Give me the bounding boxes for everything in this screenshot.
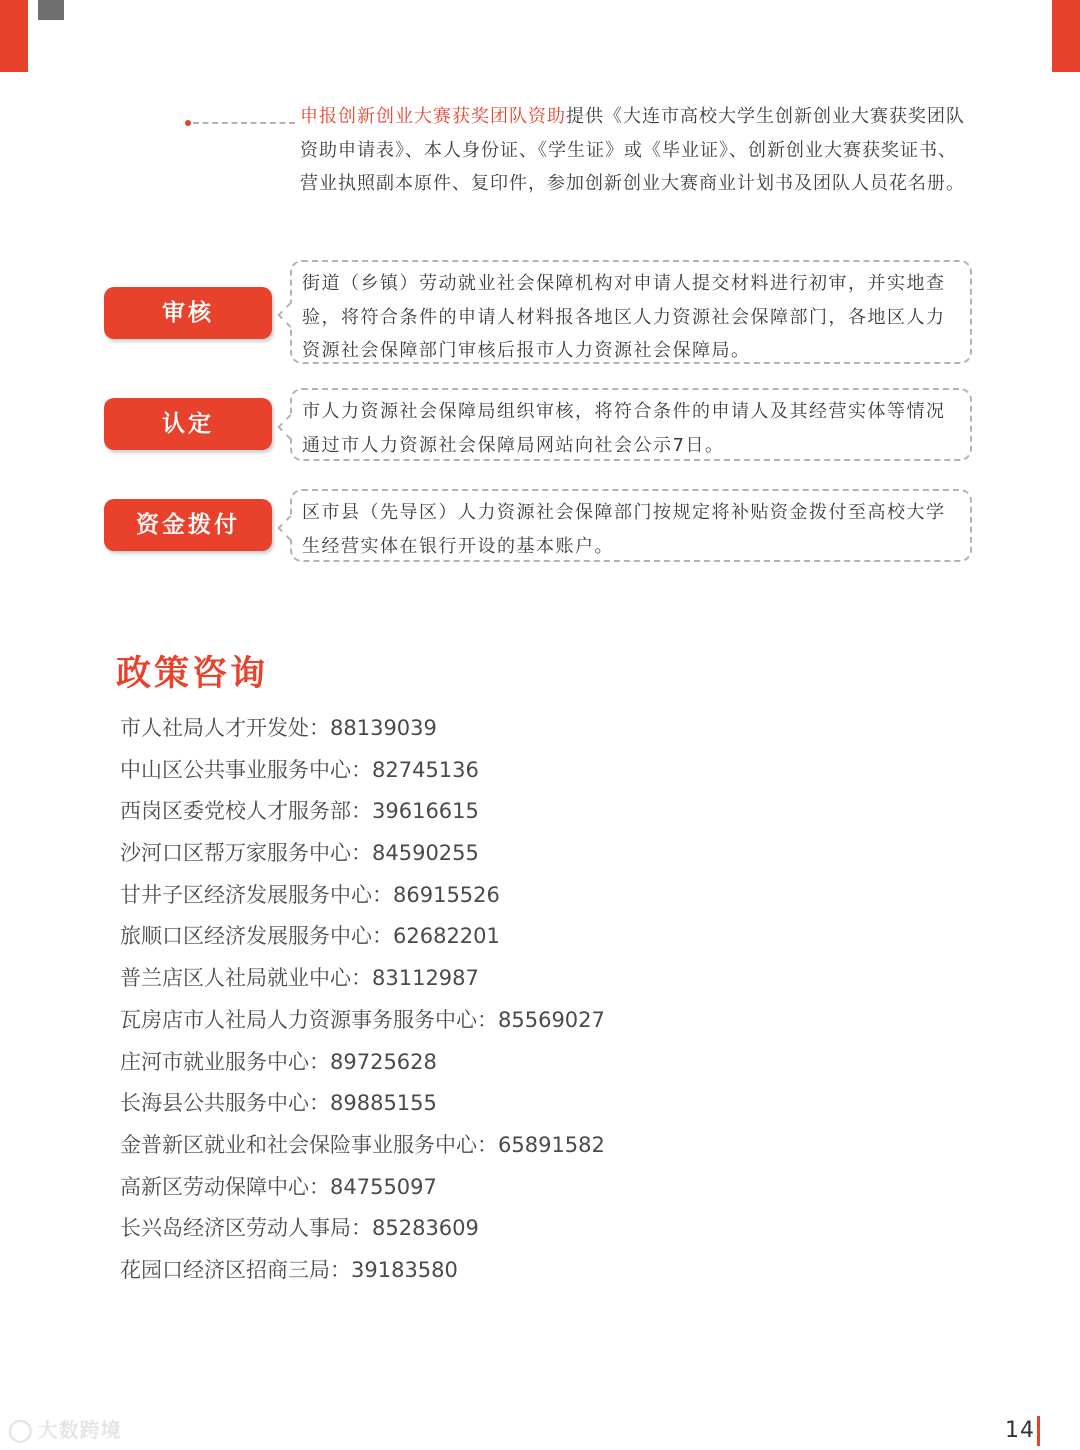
corner-decoration-square <box>38 0 64 20</box>
step-funding-label: 资金拨付 <box>104 499 272 551</box>
contact-item: 金普新区就业和社会保险事业服务中心：65891582 <box>120 1132 605 1157</box>
step-review-label: 审核 <box>104 287 272 339</box>
contact-item: 庄河市就业服务中心：89725628 <box>120 1049 437 1074</box>
step-confirm-description: 市人力资源社会保障局组织审核，将符合条件的申请人及其经营实体等情况通过市人力资源社会保障局网站向社会公示7日。 <box>290 388 972 461</box>
bullet-dot-icon <box>185 120 191 126</box>
contact-item: 西岗区委党校人才服务部：39616615 <box>120 799 479 824</box>
contact-item: 长海县公共服务中心：89885155 <box>120 1091 437 1116</box>
watermark-logo-icon: ◯ <box>8 1418 34 1443</box>
step-review-description: 街道（乡镇）劳动就业社会保障机构对申请人提交材料进行初审，并实地查验，将符合条件的申请人材料报各地区人力资源社会保障部门，各地区人力资源社会保障部门审核后报市人力资源社会保障局。 <box>290 260 972 364</box>
intro-highlight: 申报创新创业大赛获奖团队资助 <box>300 106 566 127</box>
page-number-bar <box>1037 1416 1040 1446</box>
contact-item: 瓦房店市人社局人力资源事务服务中心：85569027 <box>120 1007 605 1032</box>
step-funding <box>104 489 972 562</box>
watermark-text: 大数跨境 <box>37 1418 122 1442</box>
corner-decoration-right <box>1052 0 1080 72</box>
consult-title: 政策咨询 <box>116 654 269 694</box>
contact-item: 旅顺口区经济发展服务中心：62682201 <box>120 924 500 949</box>
intro-paragraph <box>300 100 972 201</box>
step-confirm-label: 认定 <box>104 398 272 450</box>
contact-item: 沙河口区帮万家服务中心：84590255 <box>120 841 479 866</box>
contact-item: 长兴岛经济区劳动人事局：85283609 <box>120 1216 479 1241</box>
intro-text: 提供《大连市高校大学生创新创业大赛获奖团队资助申请表》、本人身份证、《学生证》或《毕业证》、创新创业大赛获奖证书、营业执照副本原件、复印件，参加创新创业大赛商业计划书及团队人员花名册。 <box>300 106 965 194</box>
page-number: 14 <box>1005 1418 1035 1443</box>
contact-item: 普兰店区人社局就业中心：83112987 <box>120 966 479 991</box>
bullet-connector <box>193 122 295 124</box>
contact-list <box>120 708 605 1292</box>
step-funding-description: 区市县（先导区）人力资源社会保障部门按规定将补贴资金拨付至高校大学生经营实体在银行开设的基本账户。 <box>290 489 972 562</box>
contact-item: 中山区公共事业服务中心：82745136 <box>120 757 479 782</box>
contact-item: 高新区劳动保障中心：84755097 <box>120 1174 437 1199</box>
step-confirm <box>104 388 972 461</box>
contact-item: 甘井子区经济发展服务中心：86915526 <box>120 882 500 907</box>
corner-decoration-left <box>0 0 28 72</box>
contact-item: 花园口经济区招商三局：39183580 <box>120 1257 458 1282</box>
watermark <box>8 1414 122 1443</box>
step-review <box>104 260 972 364</box>
contact-item: 市人社局人才开发处：88139039 <box>120 716 437 740</box>
